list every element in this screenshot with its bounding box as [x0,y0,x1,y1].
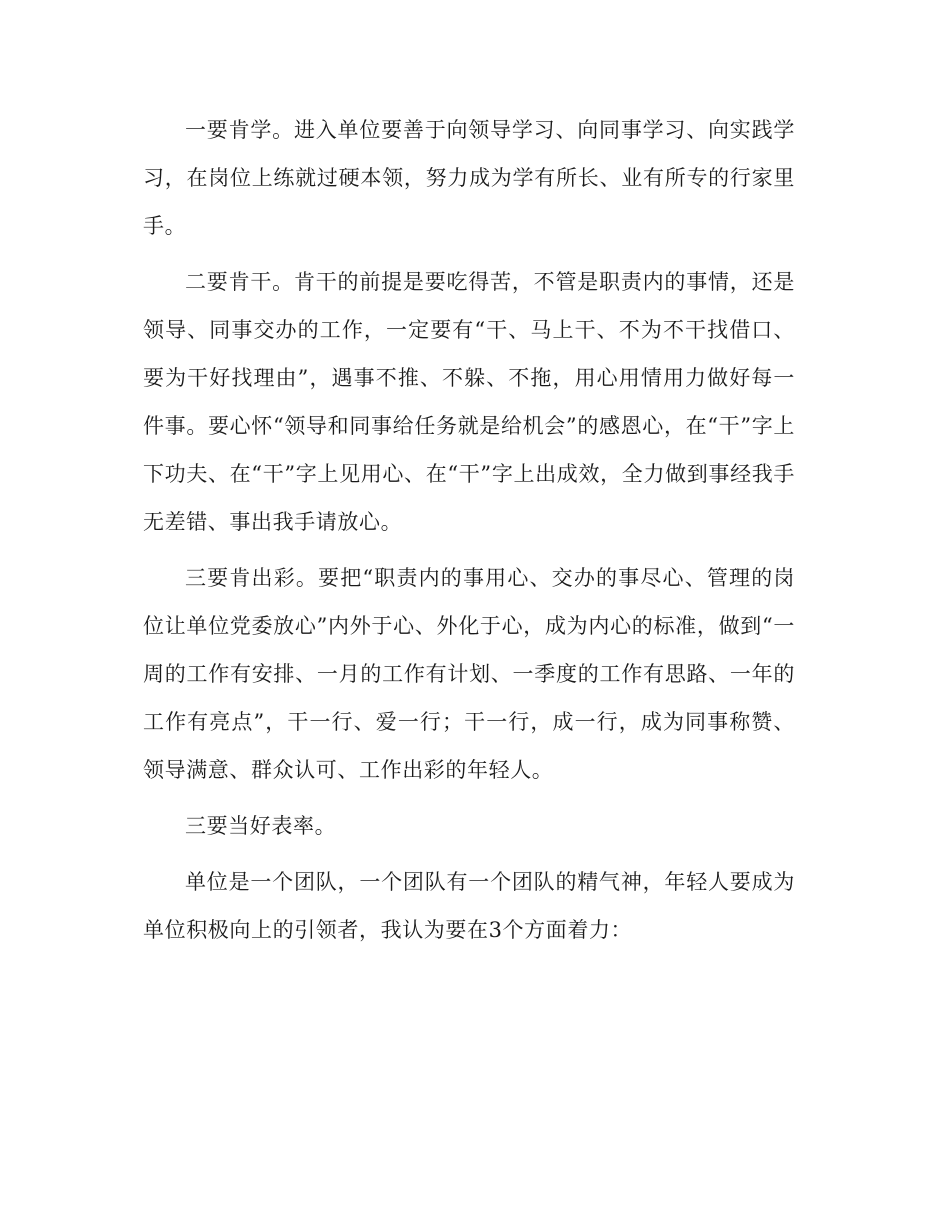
paragraph-ken-xue: 一要肯学。进入单位要善于向领导学习、向同事学习、向实践学习，在岗位上练就过硬本领，努力成为学有所长、业有所专的行家里手。 [143,118,795,238]
paragraph-ken-chucai: 三要肯出彩。要把“职责内的事用心、交办的事尽心、管理的岗位让单位党委放心”内外于心、外化于心，成为内心的标准，做到“一周的工作有安排、一月的工作有计划、一季度的工作有思路、一年的工作有亮点”，干一行、爱一行；干一行，成一行，成为同事称赞、领导满意、群众认可、工作出彩的年轻人。 [143,566,795,782]
document-body [143,106,795,962]
paragraph-team: 单位是一个团队，一个团队有一个团队的精气神，年轻人要成为单位积极向上的引领者，我认为要在3个方面着力： [143,870,795,942]
paragraph-ken-gan: 二要肯干。肯干的前提是要吃得苦，不管是职责内的事情，还是领导、同事交办的工作，一定要有“干、马上干、不为不干找借口、要为干好找理由”，遇事不推、不躲、不拖，用心用情用力做好每一件事。要心怀“领导和同事给任务就是给机会”的感恩心，在“干”字上下功夫、在“干”字上见用心、在“干”字上出成效，全力做到事经我手无差错、事出我手请放心。 [143,270,795,534]
section-heading-biaoshuai: 三要当好表率。 [185,814,337,838]
